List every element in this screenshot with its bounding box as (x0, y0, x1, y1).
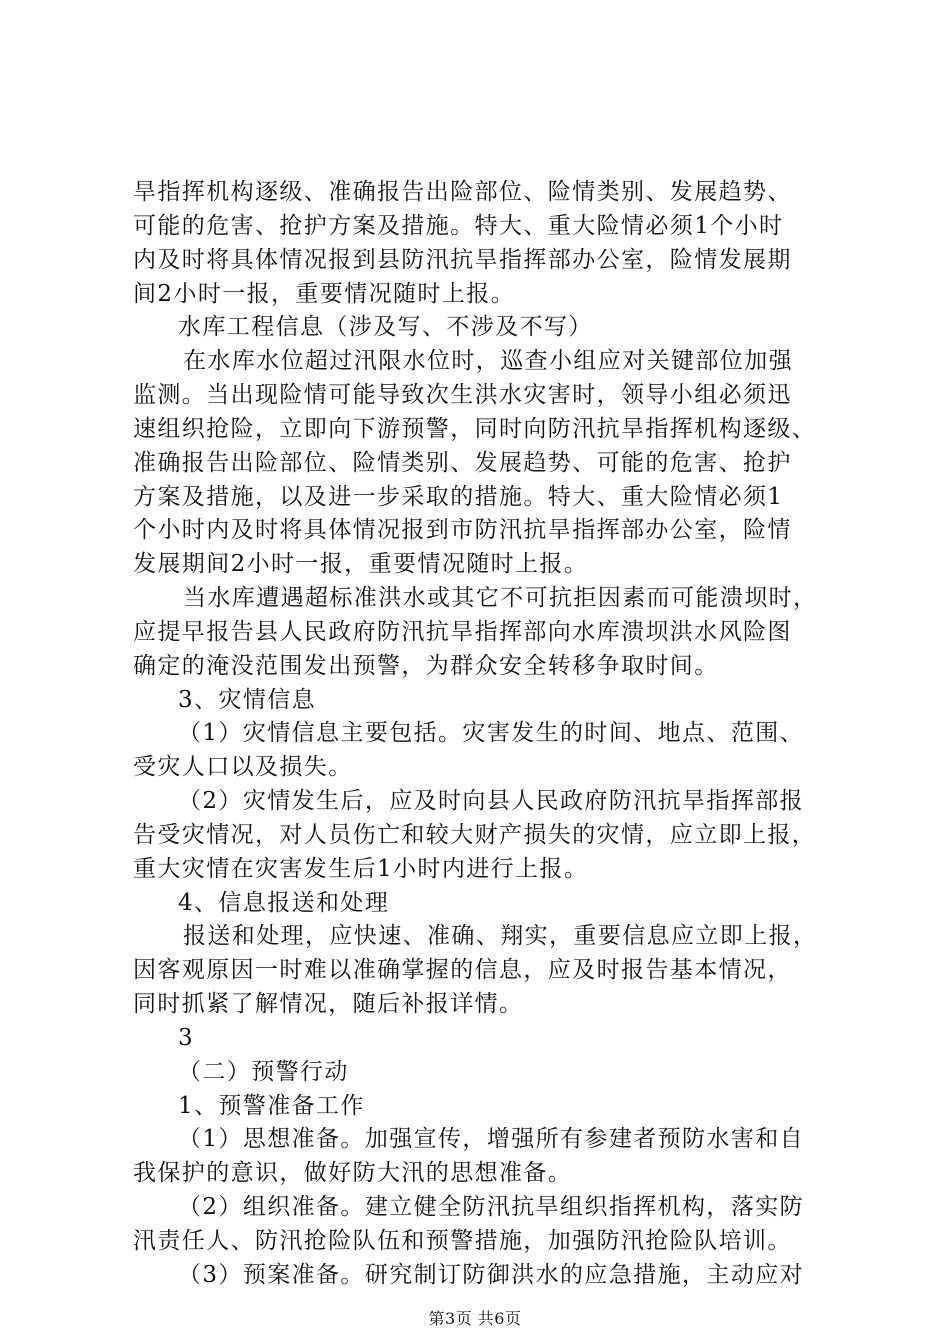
section-heading: 4、信息报送和处理 (178, 890, 390, 916)
paragraph-line: 受灾人口以及损失。 (133, 754, 353, 780)
paragraph-line: 速组织抢险，立即向下游预警，同时向防汛抗旱指挥机构逐级、 (133, 416, 817, 442)
paragraph-line: 告受灾情况，对人员伤亡和较大财产损失的灾情，应立即上报， (133, 822, 817, 848)
paragraph-line: （2）组织准备。建立健全防汛抗旱组织指挥机构，落实防 (178, 1194, 805, 1220)
section-heading: （二）预警行动 (178, 1059, 349, 1085)
paragraph-line: 我保护的意识，做好防大汛的思想准备。 (133, 1160, 573, 1186)
paragraph-line: 旱指挥机构逐级、准确报告出险部位、险情类别、发展趋势、 (133, 179, 792, 205)
paragraph-line: 当水库遭遇超标准洪水或其它不可抗拒因素而可能溃坝时， (183, 585, 818, 611)
paragraph-line: 应提早报告县人民政府防汛抗旱指挥部向水库溃坝洪水风险图 (133, 619, 792, 645)
paragraph-line: 3 (178, 1025, 195, 1051)
paragraph-line: 在水库水位超过汛限水位时，巡查小组应对关键部位加强 (183, 348, 793, 374)
paragraph-line: 内及时将具体情况报到县防汛抗旱指挥部办公室，险情发展期 (133, 247, 792, 273)
paragraph-line: （1）灾情信息主要包括。灾害发生的时间、地点、范围、 (178, 720, 805, 746)
paragraph-line: 个小时内及时将具体情况报到市防汛抗旱指挥部办公室，险情 (133, 517, 792, 543)
paragraph-line: 因客观原因一时难以准确掌握的信息，应及时报告基本情况， (133, 957, 792, 983)
paragraph-line: 汛责任人、防汛抢险队伍和预警措施，加强防汛抢险队培训。 (133, 1228, 792, 1254)
paragraph-line: 准确报告出险部位、险情类别、发展趋势、可能的危害、抢护 (133, 450, 792, 476)
paragraph-line: 重大灾情在灾害发生后1小时内进行上报。 (133, 856, 589, 882)
paragraph-line: 间2小时一报，重要情况随时上报。 (133, 281, 516, 307)
paragraph-line: 确定的淹没范围发出预警，为群众安全转移争取时间。 (133, 653, 719, 679)
paragraph-line: （3）预案准备。研究制订防御洪水的应急措施，主动应对 (178, 1262, 805, 1288)
section-heading: 1、预警准备工作 (178, 1093, 365, 1119)
paragraph-line: （2）灾情发生后，应及时向县人民政府防汛抗旱指挥部报 (178, 788, 805, 814)
paragraph-line: 方案及措施，以及进一步采取的措施。特大、重大险情必须1 (133, 484, 784, 510)
section-heading: 3、灾情信息 (178, 687, 317, 713)
paragraph-line: 可能的危害、抢护方案及措施。特大、重大险情必须1个小时 (133, 213, 784, 239)
section-heading: 水库工程信息（涉及写、不涉及不写） (178, 314, 593, 340)
paragraph-line: 同时抓紧了解情况，随后补报详情。 (133, 991, 524, 1017)
paragraph-line: 报送和处理，应快速、准确、翔实，重要信息应立即上报， (183, 923, 818, 949)
paragraph-line: （1）思想准备。加强宣传，增强所有参建者预防水害和自 (178, 1126, 805, 1152)
paragraph-line: 发展期间2小时一报，重要情况随时上报。 (133, 551, 589, 577)
paragraph-line: 监测。当出现险情可能导致次生洪水灾害时，领导小组必须迅 (133, 382, 792, 408)
page-number-footer: 第3页 共6页 (428, 1309, 522, 1328)
